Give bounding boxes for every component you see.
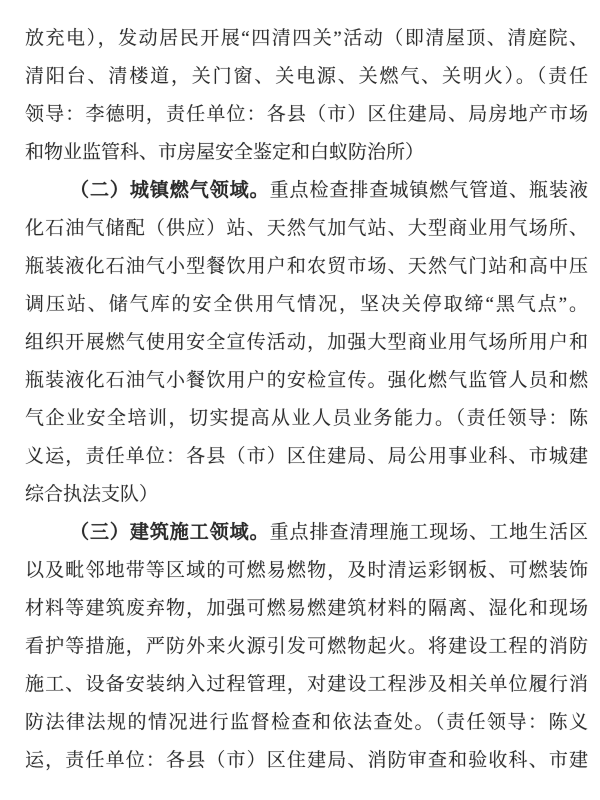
body-text: 义运，责任单位：各县（市）区住建局、局公用事业科、市城建 [25, 446, 588, 467]
text-line [25, 172, 588, 210]
body-text: 运，责任单位：各县（市）区住建局、消防审查和验收科、市建 [25, 750, 588, 771]
text-line [25, 362, 588, 400]
text-line [25, 476, 588, 514]
text-line [25, 552, 588, 590]
text-line [25, 210, 588, 248]
text-line [25, 324, 588, 362]
body-text: 综合执法支队） [25, 484, 159, 505]
body-text: 瓶装液化石油气小餐饮用户的安检宣传。强化燃气监管人员和燃 [25, 370, 588, 391]
text-line [25, 20, 588, 58]
text-line [25, 400, 588, 438]
section-heading: （二）城镇燃气领域。 [70, 180, 270, 201]
text-line [25, 590, 588, 628]
text-line [25, 286, 588, 324]
text-line [25, 514, 588, 552]
text-line [25, 742, 588, 780]
text-line [25, 58, 588, 96]
body-text: 清阳台、清楼道，关门窗、关电源、关燃气、关明火）。（责任 [25, 66, 588, 87]
body-text: 材料等建筑废弃物，加强可燃易燃建筑材料的隔离、湿化和现场 [25, 598, 588, 619]
body-text: 看护等措施，严防外来火源引发可燃物起火。将建设工程的消防 [25, 636, 588, 657]
body-text: 放充电），发动居民开展“四清四关”活动（即清屋顶、清庭院、 [25, 28, 588, 49]
section-heading: （三）建筑施工领域。 [70, 522, 270, 543]
body-text: 和物业监管科、市房屋安全鉴定和白蚁防治所） [25, 142, 425, 163]
text-line [25, 628, 588, 666]
body-text: 调压站、储气库的安全供用气情况，坚决关停取缔“黑气点”。 [25, 294, 588, 315]
text-line [25, 438, 588, 476]
text-line [25, 248, 588, 286]
text-line [25, 704, 588, 742]
body-text: 化石油气储配（供应）站、天然气加气站、大型商业用气场所、 [25, 218, 588, 239]
text-line [25, 666, 588, 704]
body-text: 领导：李德明，责任单位：各县（市）区住建局、局房地产市场 [25, 104, 588, 125]
text-line [25, 96, 588, 134]
body-text: 施工、设备安装纳入过程管理，对建设工程涉及相关单位履行消 [25, 674, 588, 695]
body-text: 瓶装液化石油气小型餐饮用户和农贸市场、天然气门站和高中压 [25, 256, 588, 277]
body-text: 气企业安全培训，切实提高从业人员业务能力。（责任领导：陈 [25, 408, 588, 429]
body-text: 以及毗邻地带等区域的可燃易燃物，及时清运彩钢板、可燃装饰 [25, 560, 588, 581]
body-text: 重点检查排查城镇燃气管道、瓶装液 [269, 180, 588, 201]
body-text: 重点排查清理施工现场、工地生活区 [269, 522, 588, 543]
body-text: 组织开展燃气使用安全宣传活动，加强大型商业用气场所用户和 [25, 332, 588, 353]
body-text: 防法律法规的情况进行监督检查和依法查处。（责任领导：陈义 [25, 712, 588, 733]
text-line [25, 134, 588, 172]
